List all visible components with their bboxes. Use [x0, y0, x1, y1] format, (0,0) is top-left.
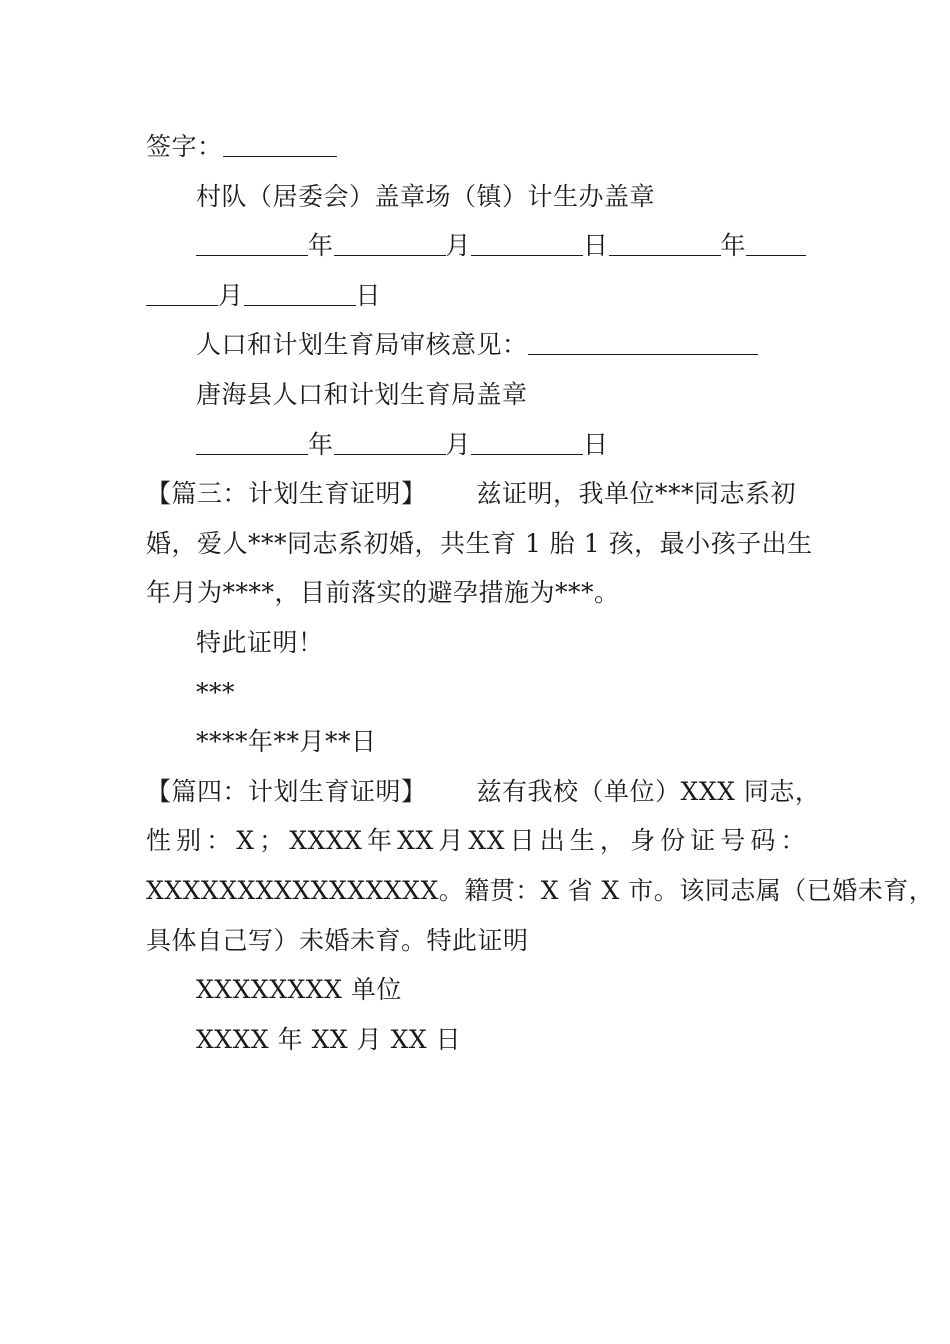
section4-text-2-part: 生 — [569, 826, 596, 856]
section4-text-2-part: ； — [259, 826, 285, 856]
section4-text-3: XXXXXXXXXXXXXXXX。籍贯：X 省 X 市。该同志属（已婚未育， — [146, 875, 935, 905]
year-label: 年 — [308, 231, 334, 261]
section4-text-2-part: 出 — [539, 826, 566, 856]
section4-heading: 【篇四：计划生育证明】 — [146, 776, 427, 806]
bureau-opinion-line — [146, 320, 806, 370]
section4-text-2-part: ： — [780, 826, 806, 856]
year-continuation-blank — [146, 283, 218, 306]
day-label: 日 — [583, 429, 609, 459]
date-line-1 — [146, 221, 806, 271]
section4-text-2-part: ， — [599, 826, 626, 856]
section4-text-2-part: ： — [206, 826, 232, 856]
signature-line — [146, 122, 806, 172]
section3-signer: *** — [196, 677, 235, 707]
day-blank — [471, 233, 583, 256]
section4-text-2-part: 年 — [367, 826, 393, 856]
section3-text-2: 婚，爱人***同志系初婚，共生育 1 胎 1 孩，最小孩子出生 — [146, 528, 813, 558]
year-blank — [609, 233, 721, 256]
month-blank — [334, 432, 446, 455]
bureau-opinion-label: 人口和计划生育局审核意见： — [196, 330, 528, 360]
section3-closing: 特此证明！ — [196, 627, 324, 657]
day-label: 日 — [355, 280, 382, 310]
section4-signer: XXXXXXXX 单位 — [196, 975, 402, 1005]
month-blank — [334, 233, 446, 256]
bureau-stamp-line: 唐海县人口和计划生育局盖章 — [196, 379, 528, 409]
month-label: 月 — [445, 231, 472, 261]
section4-text-2-part: 码 — [750, 826, 776, 856]
section3-date: ****年**月**日 — [196, 727, 377, 757]
day-blank — [471, 432, 583, 455]
year-continuation-blank — [746, 233, 806, 256]
day-blank — [244, 283, 356, 306]
year-blank — [196, 233, 308, 256]
year-blank — [196, 432, 308, 455]
section4-text-1: 兹有我校（单位）XXX 同志， — [476, 776, 821, 806]
section4-text-2-part: 性 — [146, 826, 172, 856]
section3-heading: 【篇三：计划生育证明】 — [146, 479, 427, 509]
section3-text-1: 兹证明，我单位***同志系初 — [476, 479, 797, 509]
month-label: 月 — [445, 429, 472, 459]
year-label: 年 — [308, 429, 334, 459]
section4-text-2-part: 号 — [720, 826, 746, 856]
section4-text-2-part: XX — [397, 826, 434, 856]
section4-text-2 — [146, 816, 806, 866]
day-label: 日 — [583, 231, 609, 261]
village-stamp-line: 村队（居委会）盖章场（镇）计生办盖章 — [196, 181, 656, 211]
signature-blank — [223, 134, 337, 157]
document-page — [146, 122, 935, 1064]
section4-text-2-part: 别 — [176, 826, 202, 856]
date-line-2 — [146, 271, 806, 321]
section4-text-2-part: 身 — [629, 826, 656, 856]
section4-first-line — [146, 767, 821, 817]
section4-text-2-part: 份 — [660, 826, 686, 856]
section4-text-2-part: 证 — [690, 826, 716, 856]
month-label: 月 — [218, 280, 244, 310]
section4-text-2-part: X — [236, 826, 255, 856]
signature-label: 签字： — [146, 132, 223, 161]
bureau-opinion-blank — [528, 332, 758, 355]
section4-text-4: 具体自己写）未婚未育。特此证明 — [146, 925, 529, 955]
section4-text-2-part: 日 — [509, 826, 536, 856]
section4-text-2-part: 月 — [438, 826, 464, 856]
section4-text-2-part: XXXX — [289, 826, 363, 856]
date-line-3 — [146, 420, 806, 470]
year-label: 年 — [720, 231, 747, 261]
section3-first-line — [146, 469, 806, 519]
section4-text-2-part: XX — [468, 826, 506, 856]
section3-text-3: 年月为****，目前落实的避孕措施为***。 — [146, 578, 620, 608]
section4-date: XXXX 年 XX 月 XX 日 — [196, 1024, 462, 1054]
